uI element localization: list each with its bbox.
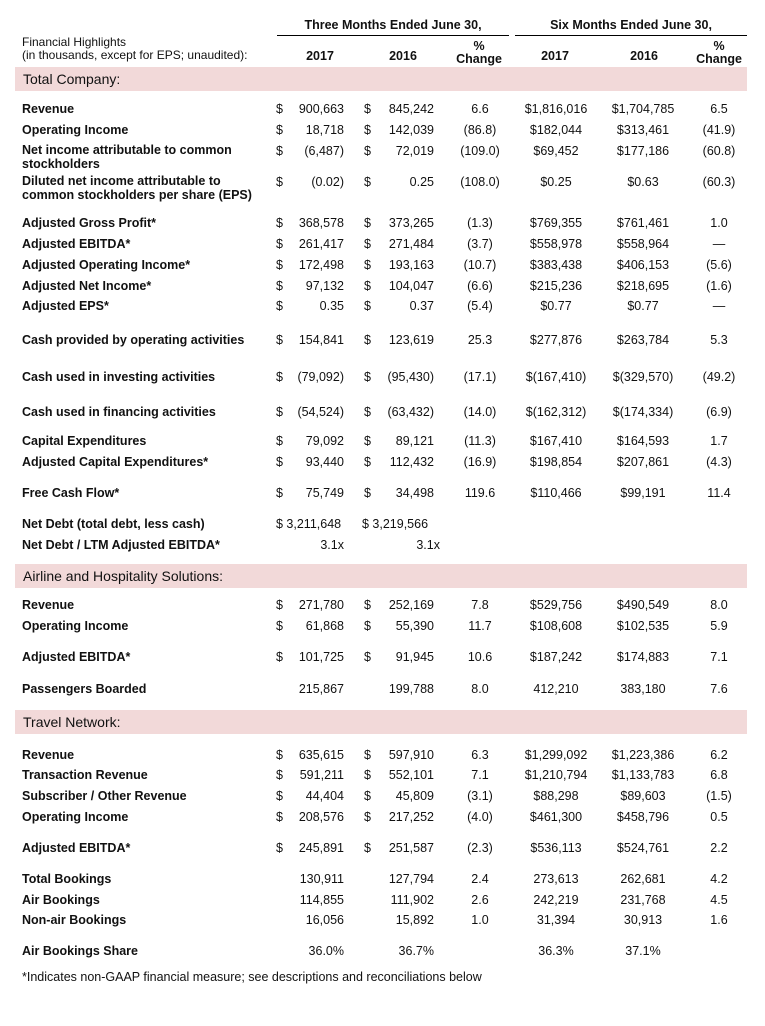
pct-change-q: 6.3 [471,748,489,762]
value-ytd-2017: $529,756 [529,598,583,612]
value-ytd-2017: $0.25 [540,175,572,189]
pct-change-ytd: (60.8) [702,144,736,158]
value-ytd-2017: $277,876 [529,333,583,347]
value-ytd-2016: $0.77 [627,299,659,313]
value-ytd-2016: $174,883 [616,650,670,664]
value-ytd-2017: 36.3% [538,944,574,958]
value-q-2016: 252,169 [388,598,434,612]
six-months-header: Six Months Ended June 30, [550,18,712,32]
value-ytd-2016: $263,784 [616,333,670,347]
value-ytd-2017: 31,394 [536,913,576,927]
pct-change-q: (6.6) [467,279,493,293]
pct-change-q: (14.0) [463,405,497,419]
pct-change-label: Change [696,52,742,66]
value-ytd-2017: $769,355 [529,216,583,230]
value-q-2016: 45,809 [395,789,434,803]
value-q-2016: (95,430) [387,370,434,384]
pct-change-ytd: 7.1 [710,650,728,664]
row-label: Air Bookings Share [22,944,138,958]
value-ytd-2017: $1,210,794 [524,768,588,782]
value-q-2016: 34,498 [395,486,434,500]
value-q-2017: 215,867 [298,682,344,696]
row-label: Adjusted Capital Expenditures* [22,455,209,469]
pct-change-ytd: 7.6 [710,682,728,696]
pct-change-q: (10.7) [463,258,497,272]
pct-change-q: (86.8) [463,123,497,137]
value-ytd-2016: $99,191 [620,486,666,500]
currency-symbol: $ [276,175,283,189]
value-q-2016: 89,121 [395,434,434,448]
pct-change-ytd: (1.6) [706,279,732,293]
currency-symbol: $ [364,768,371,782]
currency-symbol: $ [364,237,371,251]
row-label: Non-air Bookings [22,913,127,927]
section-header: Total Company: [15,67,747,91]
value-ytd-2016: $0.63 [627,175,659,189]
currency-symbol: $ [276,102,283,116]
currency-symbol: $ [276,333,283,347]
col-header-pct-q [450,40,508,66]
value-q-2016: 597,910 [388,748,434,762]
row-label: Operating Income [22,619,129,633]
value-ytd-2017: $215,236 [529,279,583,293]
value-ytd-2016: $761,461 [616,216,670,230]
pct-change-ytd: 4.5 [710,893,728,907]
pct-change-q: 10.6 [467,650,493,664]
pct-change-q: (17.1) [463,370,497,384]
currency-symbol: $ [364,279,371,293]
row-label: Total Bookings [22,872,112,886]
currency-symbol: $ [364,370,371,384]
value-ytd-2016: $1,704,785 [611,102,675,116]
currency-symbol: $ [364,841,371,855]
section-header: Travel Network: [15,710,747,734]
currency-symbol: $ [276,299,283,313]
pct-change-q: 7.8 [471,598,489,612]
currency-symbol: $ [364,175,371,189]
value-q-2016: 91,945 [395,650,434,664]
pct-change-ytd: — [712,237,726,251]
pct-change-label: Change [456,52,502,66]
pct-change-q: (3.1) [467,789,493,803]
currency-symbol: $ [364,619,371,633]
row-label: Adjusted EPS* [22,299,109,313]
value-ytd-2016: 231,768 [620,893,666,907]
pct-change-ytd: 8.0 [710,598,728,612]
value-q-2017: 154,841 [298,333,344,347]
value-q-2017: (0.02) [311,175,344,189]
col-header-2017-ytd: 2017 [541,49,569,63]
pct-change-ytd: (4.3) [706,455,732,469]
value-q-2017: 18,718 [305,123,344,137]
row-label: Revenue [22,598,75,612]
value-q-2017: 3.1x [320,538,344,552]
pct-change-q: 6.6 [471,102,489,116]
value-ytd-2016: $313,461 [616,123,670,137]
pct-change-ytd: (41.9) [702,123,736,137]
currency-symbol: $ [364,455,371,469]
value-ytd-2017: $1,816,016 [524,102,588,116]
value-q-2017: 36.0% [308,944,344,958]
row-label: Free Cash Flow* [22,486,120,500]
value-q-2017: 61,868 [305,619,344,633]
value-q-2016: 104,047 [388,279,434,293]
value-ytd-2016: $490,549 [616,598,670,612]
pct-change-ytd: 2.2 [710,841,728,855]
row-label: Net Debt (total debt, less cash) [22,517,205,531]
value-ytd-2016: $524,761 [616,841,670,855]
currency-symbol: $ [364,598,371,612]
row-label: Cash used in investing activities [22,370,216,384]
value-q-2017: 591,211 [299,768,344,782]
value-q-2017: 101,725 [298,650,344,664]
value-q-2017: 130,911 [299,872,344,886]
value-q-2017: $ 3,211,648 [276,517,342,531]
pct-change-q: (5.4) [467,299,493,313]
row-label: Adjusted EBITDA* [22,841,131,855]
row-label: Operating Income [22,810,129,824]
row-label: Adjusted Gross Profit* [22,216,157,230]
row-label: Cash used in financing activities [22,405,216,419]
value-ytd-2016: $177,186 [616,144,670,158]
value-q-2017: 635,615 [298,748,344,762]
pct-change-ytd: 6.5 [710,102,728,116]
value-ytd-2016: $164,593 [616,434,670,448]
currency-symbol: $ [364,650,371,664]
value-ytd-2017: $(167,410) [525,370,587,384]
currency-symbol: $ [364,216,371,230]
pct-change-ytd: — [712,299,726,313]
row-label: Transaction Revenue [22,768,148,782]
three-months-rule [277,35,509,36]
value-q-2017: 208,576 [298,810,344,824]
currency-symbol: $ [364,486,371,500]
currency-symbol: $ [364,405,371,419]
row-label: Adjusted Operating Income* [22,258,191,272]
value-q-2016: 36.7% [398,944,434,958]
currency-symbol: $ [276,237,283,251]
pct-change-ytd: (60.3) [702,175,736,189]
value-q-2017: 271,780 [298,598,344,612]
currency-symbol: $ [276,216,283,230]
pct-change-ytd: 4.2 [710,872,728,886]
value-q-2017: 75,749 [305,486,344,500]
pct-change-q: 11.7 [468,619,492,633]
pct-change-ytd: 1.0 [710,216,728,230]
value-q-2016: 552,101 [388,768,434,782]
pct-change-q: 7.1 [471,768,489,782]
value-q-2016: 845,242 [388,102,434,116]
value-ytd-2016: $1,133,783 [611,768,675,782]
value-q-2016: 123,619 [388,333,434,347]
currency-symbol: $ [364,434,371,448]
col-header-pct-ytd [690,40,748,66]
value-q-2017: 368,578 [298,216,344,230]
pct-change-ytd: 1.6 [710,913,728,927]
value-q-2016: 111,902 [390,893,434,907]
value-ytd-2016: $89,603 [620,789,666,803]
value-q-2016: 251,587 [388,841,434,855]
pct-change-ytd: (5.6) [706,258,732,272]
pct-change-q: 25.3 [467,333,493,347]
value-ytd-2016: $(329,570) [612,370,674,384]
pct-change-q: (1.3) [467,216,493,230]
value-q-2016: 271,484 [388,237,434,251]
currency-symbol: $ [276,619,283,633]
currency-symbol: $ [364,748,371,762]
table-caption [22,36,247,62]
currency-symbol: $ [364,258,371,272]
value-q-2016: 15,892 [395,913,434,927]
currency-symbol: $ [276,650,283,664]
pct-change-ytd: (6.9) [706,405,732,419]
row-label: Revenue [22,102,75,116]
col-header-2016-ytd: 2016 [630,49,658,63]
value-q-2016: 3.1x [416,538,440,552]
row-label: Operating Income [22,123,129,137]
value-ytd-2017: $558,978 [529,237,583,251]
value-q-2017: 245,891 [298,841,344,855]
row-label: Net Debt / LTM Adjusted EBITDA* [22,538,220,552]
currency-symbol: $ [276,486,283,500]
pct-change-q: (109.0) [460,144,500,158]
value-q-2017: 900,663 [298,102,344,116]
value-q-2016: 0.37 [409,299,434,313]
col-header-2017-q: 2017 [306,49,334,63]
pct-change-q: 1.0 [471,913,489,927]
row-label: Air Bookings [22,893,100,907]
currency-symbol: $ [276,279,283,293]
value-q-2017: 172,498 [298,258,344,272]
currency-symbol: $ [364,789,371,803]
value-ytd-2017: 273,613 [533,872,579,886]
currency-symbol: $ [276,789,283,803]
pct-change-q: (2.3) [467,841,493,855]
pct-change-ytd: 5.3 [710,333,728,347]
value-ytd-2016: 262,681 [620,872,666,886]
pct-change-q: (11.3) [464,434,496,448]
value-ytd-2017: 412,210 [533,682,579,696]
row-label: Adjusted Net Income* [22,279,152,293]
value-q-2016: (63,432) [387,405,434,419]
value-ytd-2016: $1,223,386 [611,748,675,762]
pct-change-ytd: 1.7 [710,434,728,448]
pct-change-ytd: (49.2) [702,370,736,384]
pct-change-q: 8.0 [471,682,489,696]
currency-symbol: $ [276,258,283,272]
value-q-2017: 114,855 [299,893,344,907]
value-ytd-2016: $458,796 [616,810,670,824]
row-label: Net income attributable to common stockholders [22,143,232,171]
value-q-2016: 127,794 [388,872,434,886]
row-label: Adjusted EBITDA* [22,237,131,251]
value-q-2016: 373,265 [388,216,434,230]
pct-change-q: (4.0) [467,810,493,824]
section-header: Airline and Hospitality Solutions: [15,564,747,588]
value-ytd-2016: $207,861 [616,455,670,469]
currency-symbol: $ [364,144,371,158]
pct-change-q: 2.6 [471,893,489,907]
row-label: Subscriber / Other Revenue [22,789,187,803]
pct-change-ytd: 0.5 [710,810,728,824]
caption-line-1: Financial Highlights [22,35,127,49]
value-ytd-2016: $(174,334) [612,405,674,419]
value-q-2017: 97,132 [305,279,344,293]
currency-symbol: $ [276,123,283,137]
value-ytd-2017: $(162,312) [525,405,587,419]
pct-change-ytd: 6.8 [710,768,728,782]
value-q-2017: 261,417 [298,237,344,251]
value-ytd-2017: 242,219 [533,893,579,907]
row-label: Cash provided by operating activities [22,333,245,347]
currency-symbol: $ [364,299,371,313]
value-ytd-2017: $536,113 [530,841,582,855]
value-q-2017: 93,440 [305,455,344,469]
pct-change-ytd: (1.5) [706,789,732,803]
pct-change-ytd: 5.9 [710,619,728,633]
value-ytd-2017: $167,410 [529,434,583,448]
value-q-2016: 199,788 [388,682,434,696]
pct-change-q: 119.6 [464,486,496,500]
currency-symbol: $ [364,123,371,137]
value-ytd-2017: $182,044 [529,123,583,137]
row-label: Passengers Boarded [22,682,147,696]
value-q-2017: (6,487) [304,144,344,158]
row-label: Diluted net income attributable to common stockholders per share (EPS) [22,174,252,202]
pct-change-q: 2.4 [471,872,489,886]
currency-symbol: $ [364,333,371,347]
value-q-2017: (79,092) [297,370,344,384]
row-label: Capital Expenditures [22,434,147,448]
pct-change-q: (16.9) [463,455,497,469]
value-q-2016: 112,432 [389,455,434,469]
pct-symbol: % [713,39,725,53]
value-ytd-2016: 30,913 [623,913,663,927]
value-q-2017: 79,092 [305,434,344,448]
six-months-rule [515,35,747,36]
value-ytd-2016: $102,535 [616,619,670,633]
value-q-2017: 44,404 [305,789,344,803]
value-q-2016: 0.25 [409,175,434,189]
currency-symbol: $ [276,370,283,384]
value-ytd-2017: $108,608 [529,619,583,633]
currency-symbol: $ [276,455,283,469]
currency-symbol: $ [276,405,283,419]
value-q-2016: 55,390 [395,619,434,633]
value-ytd-2017: $198,854 [529,455,583,469]
three-months-header: Three Months Ended June 30, [304,18,482,32]
currency-symbol: $ [276,434,283,448]
value-ytd-2017: $461,300 [529,810,583,824]
currency-symbol: $ [364,102,371,116]
pct-change-ytd: 6.2 [710,748,728,762]
value-ytd-2016: 383,180 [620,682,666,696]
currency-symbol: $ [276,598,283,612]
value-q-2016: $ 3,219,566 [362,517,429,531]
currency-symbol: $ [276,144,283,158]
value-q-2017: 16,056 [305,913,344,927]
pct-change-q: (3.7) [467,237,493,251]
value-q-2017: 0.35 [319,299,344,313]
row-label: Adjusted EBITDA* [22,650,131,664]
value-ytd-2017: $187,242 [529,650,583,664]
col-header-2016-q: 2016 [389,49,417,63]
value-ytd-2017: $69,452 [533,144,579,158]
value-ytd-2017: $110,466 [530,486,582,500]
footnote: *Indicates non-GAAP financial measure; see descriptions and reconciliations below [22,970,482,984]
value-ytd-2016: $218,695 [616,279,670,293]
pct-symbol: % [473,39,485,53]
value-q-2016: 193,163 [388,258,434,272]
value-ytd-2017: $1,299,092 [524,748,588,762]
currency-symbol: $ [276,748,283,762]
currency-symbol: $ [276,768,283,782]
value-ytd-2017: $383,438 [529,258,583,272]
pct-change-ytd: 11.4 [707,486,731,500]
value-ytd-2016: $558,964 [616,237,670,251]
row-label: Revenue [22,748,75,762]
value-ytd-2016: $406,153 [616,258,670,272]
value-q-2016: 217,252 [388,810,434,824]
currency-symbol: $ [364,810,371,824]
pct-change-q: (108.0) [460,175,500,189]
currency-symbol: $ [276,810,283,824]
value-ytd-2017: $88,298 [533,789,579,803]
caption-line-2: (in thousands, except for EPS; unaudited): [22,48,248,62]
value-ytd-2017: $0.77 [540,299,572,313]
value-ytd-2016: 37.1% [625,944,661,958]
currency-symbol: $ [276,841,283,855]
value-q-2017: (54,524) [297,405,344,419]
value-q-2016: 142,039 [388,123,434,137]
value-q-2016: 72,019 [395,144,434,158]
